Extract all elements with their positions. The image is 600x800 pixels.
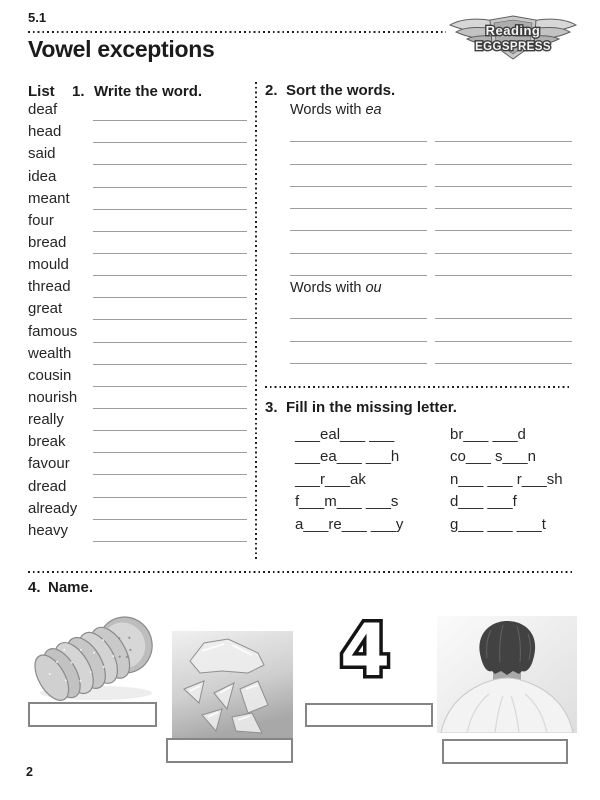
word-list [28, 99, 247, 542]
logo-bottom-text: EGGSPRESS [475, 41, 551, 53]
list-word: idea [28, 167, 57, 185]
list-word: thread [28, 278, 71, 296]
fill-item[interactable]: d___ ___f [450, 493, 517, 511]
words-with-ea-label [290, 102, 382, 118]
winged-badge-icon [446, 13, 580, 63]
write-line[interactable] [93, 259, 247, 276]
section1-header [28, 83, 202, 100]
write-line[interactable] [93, 392, 247, 409]
section1-number: 1. [72, 83, 85, 100]
section2-header [265, 82, 395, 99]
word-row [28, 121, 247, 143]
write-line[interactable] [93, 126, 247, 143]
write-line[interactable] [93, 503, 247, 520]
section1-title: Write the word. [94, 83, 203, 100]
fill-in-area [295, 424, 563, 536]
list-word: famous [28, 322, 78, 340]
list-word: great [28, 300, 63, 318]
list-word: nourish [28, 388, 78, 406]
section4-number: 4. [28, 579, 41, 596]
fill-column-right [450, 424, 563, 536]
answer-box-bread[interactable] [28, 702, 157, 727]
sort-line[interactable] [290, 125, 427, 142]
fill-item[interactable]: br___ ___d [450, 426, 526, 443]
reading-eggspress-logo [446, 13, 580, 68]
sort-line[interactable] [290, 170, 427, 187]
ou-sort-lines [290, 297, 572, 364]
section3-header [265, 399, 457, 416]
section4-title: Name. [48, 579, 94, 596]
write-line[interactable] [93, 326, 247, 343]
list-word: heavy [28, 521, 69, 539]
fill-item[interactable]: co___ s___n [450, 448, 536, 466]
word-row [28, 520, 247, 542]
list-word: already [28, 499, 78, 517]
answer-box-four[interactable] [305, 703, 433, 727]
word-row [28, 320, 247, 342]
answer-box-head[interactable] [442, 739, 568, 764]
ea-digraph: ea [365, 102, 382, 118]
list-word: break [28, 433, 66, 451]
sort-line[interactable] [435, 237, 572, 254]
ou-digraph: ou [365, 280, 382, 296]
sort-line[interactable] [290, 192, 427, 209]
sort-line[interactable] [435, 325, 572, 342]
list-word: meant [28, 189, 70, 207]
column-divider-dotted [255, 82, 257, 559]
list-word: cousin [28, 366, 72, 384]
word-row [28, 165, 247, 187]
sliced-bread-image [24, 613, 164, 703]
write-line[interactable] [93, 458, 247, 475]
word-row [28, 343, 247, 365]
list-word: mould [28, 256, 69, 274]
page-title: Vowel exceptions [28, 36, 215, 62]
footer-divider-dotted [28, 571, 572, 573]
section4-header [28, 579, 93, 596]
word-row [28, 453, 247, 475]
sort-line[interactable] [290, 237, 427, 254]
fill-item[interactable]: a___re___ ___y [295, 515, 404, 533]
sort-line[interactable] [435, 170, 572, 187]
fill-item[interactable]: ___eal___ ___ [295, 426, 395, 443]
list-word: dread [28, 477, 67, 495]
words-with-label: Words with [290, 102, 366, 118]
section2-number: 2. [265, 82, 278, 99]
sort-line[interactable] [435, 192, 572, 209]
sort-line[interactable] [290, 259, 427, 276]
word-row [28, 431, 247, 453]
fill-item[interactable]: n___ ___ r___sh [450, 470, 563, 488]
list-word: favour [28, 455, 70, 473]
header-dotted-rule [28, 31, 446, 33]
sort-line[interactable] [435, 347, 572, 364]
write-line[interactable] [93, 436, 247, 453]
fill-item[interactable]: ___r___ak [295, 470, 366, 488]
sort-line[interactable] [435, 302, 572, 319]
sort-line[interactable] [435, 259, 572, 276]
write-line[interactable] [93, 281, 247, 298]
list-word: head [28, 123, 62, 141]
write-line[interactable] [93, 193, 247, 210]
write-line[interactable] [93, 215, 247, 232]
words-with-label: Words with [290, 280, 366, 296]
sort-line[interactable] [290, 302, 427, 319]
list-label: List [28, 83, 55, 100]
write-line[interactable] [93, 171, 247, 188]
fill-item[interactable]: g___ ___ ___t [450, 515, 546, 533]
fill-item[interactable]: ___ea___ ___h [295, 448, 400, 466]
number-four-image [336, 615, 394, 687]
sort-line[interactable] [290, 347, 427, 364]
list-word: wealth [28, 344, 72, 362]
fill-item[interactable]: f___m___ ___s [295, 493, 399, 511]
logo-top-text: Reading [485, 23, 541, 38]
back-of-head-image [437, 616, 577, 733]
word-row [28, 188, 247, 210]
word-row [28, 409, 247, 431]
section2-title: Sort the words. [286, 82, 396, 99]
list-word: really [28, 411, 64, 429]
list-word: deaf [28, 101, 58, 119]
ea-sort-lines [290, 120, 572, 276]
list-word: bread [28, 233, 67, 251]
fill-column-left [295, 424, 450, 536]
sort-line[interactable] [290, 148, 427, 165]
sort-line[interactable] [290, 214, 427, 231]
lesson-number: 5.1 [28, 10, 47, 25]
write-line[interactable] [93, 303, 247, 320]
word-row [28, 254, 247, 276]
sort-line[interactable] [290, 325, 427, 342]
word-row [28, 298, 247, 320]
write-line[interactable] [93, 414, 247, 431]
section-divider-dotted [265, 386, 572, 388]
words-with-ou-label [290, 280, 382, 296]
number-four-glyph: 4 [339, 615, 391, 687]
word-row [28, 276, 247, 298]
broken-glass-image [172, 631, 293, 738]
word-row [28, 387, 247, 409]
sort-line[interactable] [435, 148, 572, 165]
section3-title: Fill in the missing letter. [286, 399, 457, 416]
sort-line[interactable] [435, 214, 572, 231]
word-row [28, 498, 247, 520]
word-row [28, 365, 247, 387]
word-row [28, 210, 247, 232]
write-line[interactable] [93, 104, 247, 121]
word-row [28, 475, 247, 497]
write-line[interactable] [93, 370, 247, 387]
word-row [28, 232, 247, 254]
write-line[interactable] [93, 148, 247, 165]
write-line[interactable] [93, 481, 247, 498]
page-number: 2 [26, 765, 33, 779]
list-word: four [28, 211, 54, 229]
write-line[interactable] [93, 525, 247, 542]
section3-number: 3. [265, 399, 278, 416]
write-line[interactable] [93, 348, 247, 365]
sort-line[interactable] [435, 125, 572, 142]
answer-box-glass[interactable] [166, 738, 293, 763]
word-row [28, 99, 247, 121]
write-line[interactable] [93, 237, 247, 254]
word-row [28, 143, 247, 165]
list-word: said [28, 145, 56, 163]
